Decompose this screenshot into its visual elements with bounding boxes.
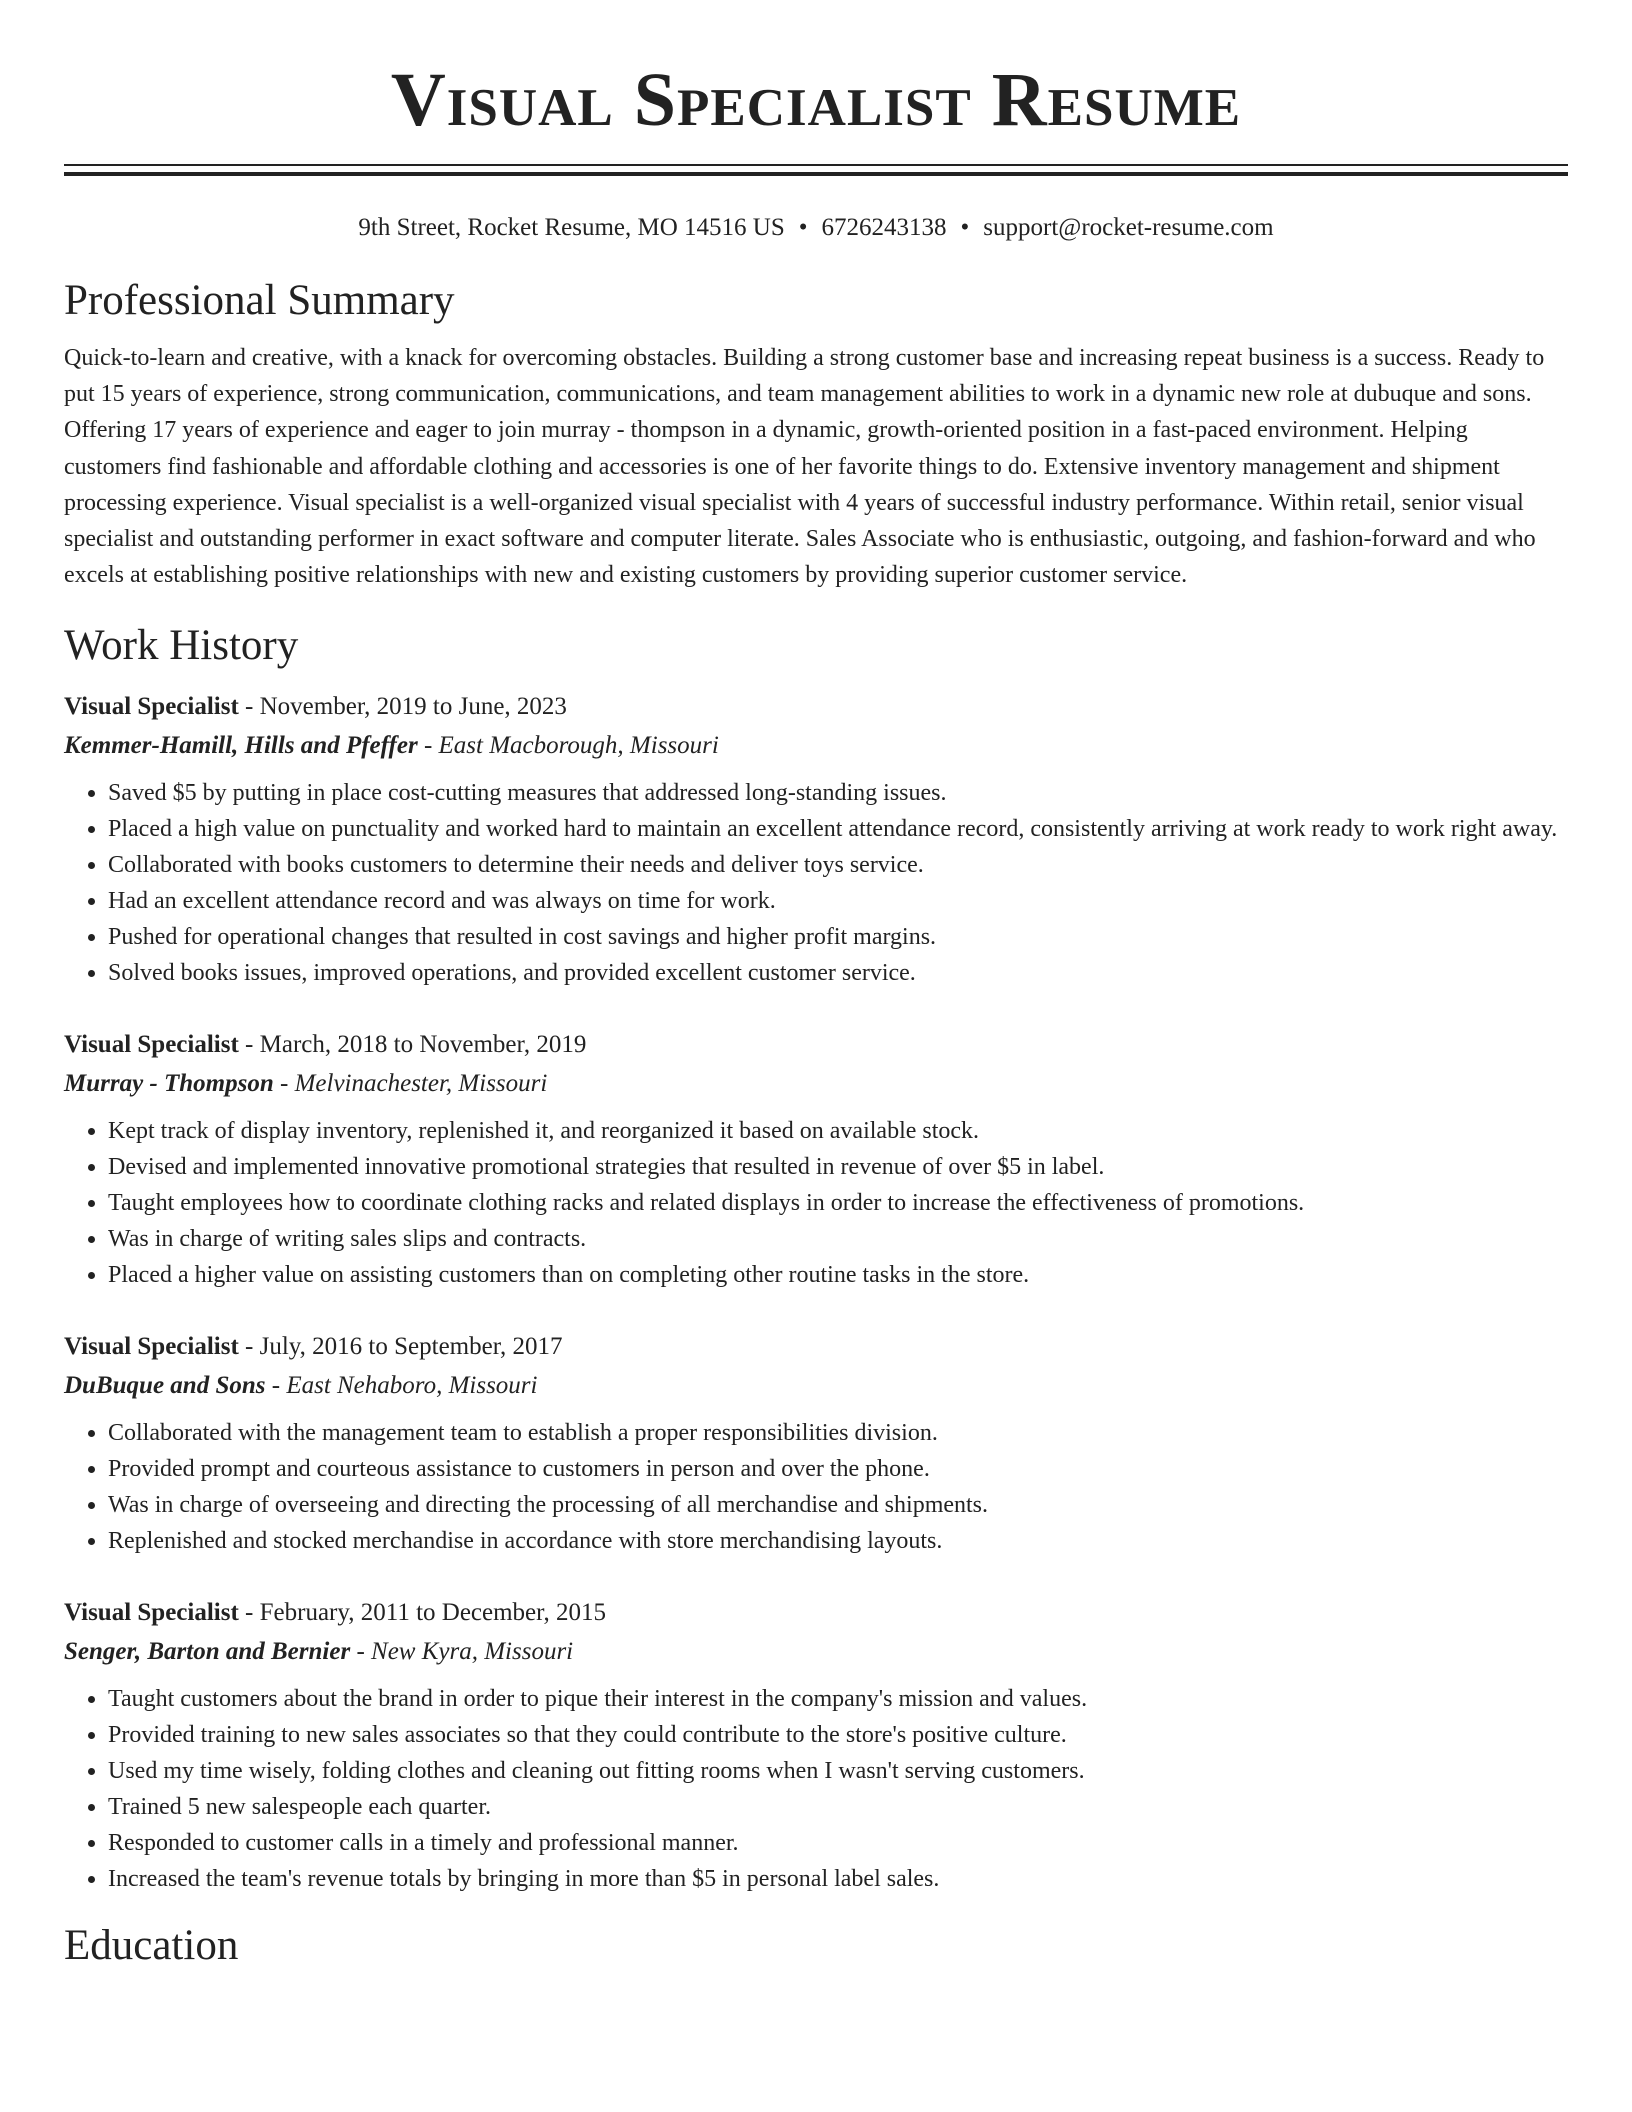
resume-title: Visual Specialist Resume	[390, 58, 1242, 142]
job-bullet: • Provided prompt and courteous assistance to customers in person and over the phone.	[108, 1451, 1568, 1487]
job-bullet: • Provided training to new sales associates so that they could contribute to the store's positive culture.	[108, 1717, 1568, 1753]
job-bullets	[64, 1113, 1568, 1293]
job-title: Visual Specialist	[64, 1031, 239, 1059]
job-title-line: Visual Specialist - March, 2018 to November, 2019	[64, 1031, 587, 1059]
divider-thick	[64, 172, 1568, 176]
employer-line: Senger, Barton and Bernier - New Kyra, Missouri	[64, 1638, 574, 1666]
summary-heading: Professional Summary	[64, 277, 455, 324]
employer-location: East Macborough, Missouri	[438, 732, 719, 760]
employer-location: New Kyra, Missouri	[371, 1638, 574, 1666]
job-entry	[64, 687, 1568, 991]
employer-name: Murray - Thompson	[64, 1070, 274, 1098]
employer-name: DuBuque and Sons	[64, 1372, 266, 1400]
contact-address: 9th Street, Rocket Resume, MO 14516 US	[358, 214, 785, 241]
job-bullet: • Was in charge of writing sales slips and contracts.	[108, 1221, 1568, 1257]
employer-location: Melvinachester, Missouri	[294, 1070, 548, 1098]
education-heading: Education	[64, 1922, 239, 1970]
job-bullet: • Pushed for operational changes that resulted in cost savings and higher profit margins.	[108, 919, 1568, 955]
job-bullet: • Taught customers about the brand in order to pique their interest in the company's mission and values.	[108, 1681, 1568, 1717]
employer-name: Kemmer-Hamill, Hills and Pfeffer	[64, 732, 418, 760]
divider-thin	[64, 164, 1568, 166]
summary-text: Quick-to-learn and creative, with a knack for overcoming obstacles. Building a strong customer base and increasing repeat business is a success. Ready to put 15 years of experience, strong communication, communications, and team management abilities to work in a dynamic new role at dubuque and sons. Offering 17 years of experience and eager to join murray - thompson in a dynamic, growth-oriented position in a fast-paced environment. Helping customers find fashionable and affordable clothing and accessories is one of her favorite things to do. Extensive inventory management and shipment processing experience. Visual specialist is a well-organized visual specialist with 4 years of successful industry performance. Within retail, senior visual specialist and outstanding performer in exact software and computer literate. Sales Associate who is enthusiastic, outgoing, and fashion-forward and who excels at establishing positive relationships with new and existing customers by providing superior customer service.	[64, 345, 1545, 589]
job-title: Visual Specialist	[64, 693, 239, 721]
job-bullets	[64, 775, 1568, 991]
job-bullet: • Responded to customer calls in a timely and professional manner.	[108, 1825, 1568, 1861]
job-title: Visual Specialist	[64, 1599, 239, 1627]
title-divider	[64, 164, 1568, 176]
employer-line: Murray - Thompson - Melvinachester, Missouri	[64, 1070, 548, 1098]
job-bullets	[64, 1415, 1568, 1559]
job-bullet: • Kept track of display inventory, replenished it, and reorganized it based on available stock.	[108, 1113, 1568, 1149]
job-bullet: • Used my time wisely, folding clothes and cleaning out fitting rooms when I wasn't serving customers.	[108, 1753, 1568, 1789]
job-dates: March, 2018 to November, 2019	[259, 1031, 587, 1059]
job-dates: November, 2019 to June, 2023	[259, 693, 567, 721]
employer-name: Senger, Barton and Bernier	[64, 1638, 351, 1666]
employer-line: Kemmer-Hamill, Hills and Pfeffer - East Macborough, Missouri	[64, 732, 719, 760]
contact-phone: 6726243138	[821, 214, 947, 241]
contact-line	[64, 212, 1568, 244]
job-dates: July, 2016 to September, 2017	[259, 1333, 563, 1361]
job-entry	[64, 1025, 1568, 1293]
job-bullet: • Placed a high value on punctuality and worked hard to maintain an excellent attendance record, consistently arriving at work ready to work right away.	[108, 811, 1568, 847]
job-title: Visual Specialist	[64, 1333, 239, 1361]
employer-line: DuBuque and Sons - East Nehaboro, Missouri	[64, 1372, 538, 1400]
job-bullet: • Placed a higher value on assisting customers than on completing other routine tasks in the store.	[108, 1257, 1568, 1293]
contact-separator: •	[960, 214, 970, 241]
job-entry	[64, 1327, 1568, 1559]
job-bullet: • Collaborated with the management team to establish a proper responsibilities division.	[108, 1415, 1568, 1451]
job-bullets	[64, 1681, 1568, 1897]
job-bullet: • Replenished and stocked merchandise in accordance with store merchandising layouts.	[108, 1523, 1568, 1559]
work-history-list	[64, 687, 1568, 1897]
job-bullet: • Devised and implemented innovative promotional strategies that resulted in revenue of over $5 in label.	[108, 1149, 1568, 1185]
job-bullet: • Was in charge of overseeing and directing the processing of all merchandise and shipments.	[108, 1487, 1568, 1523]
job-bullet: • Increased the team's revenue totals by bringing in more than $5 in personal label sales.	[108, 1861, 1568, 1897]
work-history-heading: Work History	[64, 622, 299, 670]
job-bullet: • Saved $5 by putting in place cost-cutting measures that addressed long-standing issues.	[108, 775, 1568, 811]
job-bullet: • Solved books issues, improved operations, and provided excellent customer service.	[108, 955, 1568, 991]
job-title-line: Visual Specialist - November, 2019 to June, 2023	[64, 693, 567, 721]
job-bullet: • Trained 5 new salespeople each quarter.	[108, 1789, 1568, 1825]
job-dates: February, 2011 to December, 2015	[259, 1599, 606, 1627]
employer-location: East Nehaboro, Missouri	[286, 1372, 538, 1400]
job-bullet: • Had an excellent attendance record and was always on time for work.	[108, 883, 1568, 919]
contact-separator: •	[798, 214, 808, 241]
job-bullet: • Taught employees how to coordinate clothing racks and related displays in order to increase the effectiveness of promotions.	[108, 1185, 1568, 1221]
contact-email: support@rocket-resume.com	[983, 214, 1274, 241]
job-entry	[64, 1593, 1568, 1897]
job-title-line: Visual Specialist - February, 2011 to December, 2015	[64, 1599, 606, 1627]
job-title-line: Visual Specialist - July, 2016 to September, 2017	[64, 1333, 563, 1361]
job-bullet: • Collaborated with books customers to determine their needs and deliver toys service.	[108, 847, 1568, 883]
